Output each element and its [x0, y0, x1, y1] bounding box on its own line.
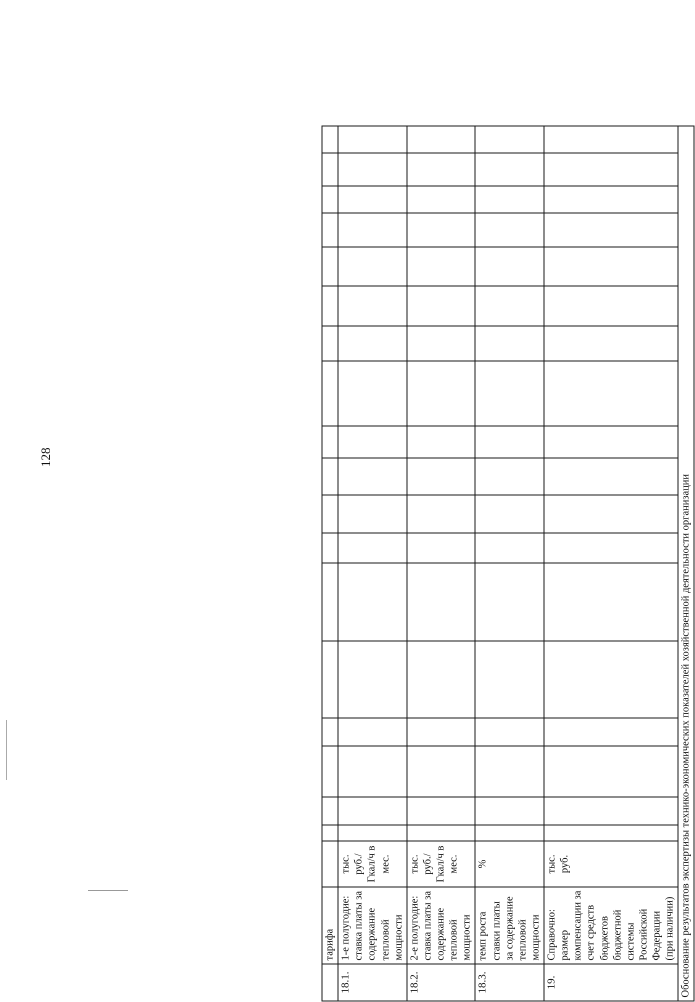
- table-row: [544, 126, 678, 1001]
- row-number: 19.: [544, 964, 678, 1001]
- table-row: [475, 126, 544, 1001]
- scan-mark: [88, 890, 128, 891]
- row-label: темп роста ставки платы за содержание тепловой мощности: [475, 887, 544, 964]
- row-unit: тыс. руб./ Гкал/ч в мес.: [407, 841, 476, 887]
- row-number: 18.3.: [475, 964, 544, 1001]
- row-number: 18.2.: [407, 964, 476, 1001]
- row-unit: тыс. руб.: [544, 841, 678, 887]
- table-row: [678, 126, 694, 1001]
- page-number: 128: [38, 447, 53, 467]
- row-unit: тыс. руб./ Гкал/ч в мес.: [338, 841, 407, 887]
- continuation-label: тарифа: [322, 887, 338, 964]
- indicators-table: [322, 126, 695, 1002]
- table-row: [338, 126, 407, 1001]
- row-unit: %: [475, 841, 544, 887]
- row-label: 1-е полугодие: ставка платы за содержание тепловой мощности: [338, 887, 407, 964]
- row-label: Справочно: размер компенсации за счет средств бюджетов бюджетной системы Российской Федерации (при наличии): [544, 887, 678, 964]
- rotated-table-sheet: [322, 187, 692, 1002]
- table-row: [322, 126, 338, 1001]
- scan-mark: [6, 720, 7, 780]
- row-number: 18.1.: [338, 964, 407, 1001]
- table-row: [407, 126, 476, 1001]
- row-label: 2-е полугодие: ставка платы за содержание тепловой мощности: [407, 887, 476, 964]
- table-footer-note: Обоснование результатов экспертизы технико-экономических показателей хозяйственной деятельности организации: [678, 126, 694, 1001]
